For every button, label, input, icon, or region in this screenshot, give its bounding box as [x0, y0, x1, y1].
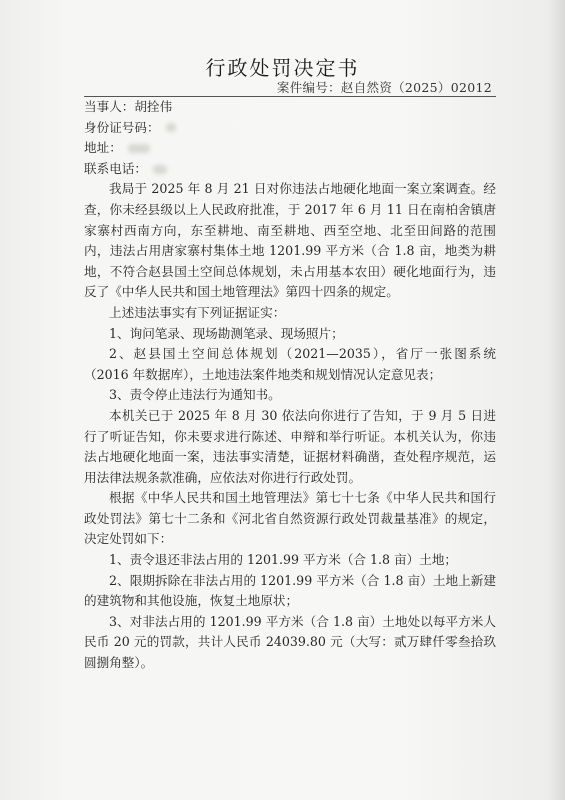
redacted-id	[166, 123, 176, 132]
party-label: 当事人：胡拴伟	[84, 99, 173, 114]
id-row	[84, 118, 496, 139]
phone-row	[84, 159, 496, 180]
id-label: 身份证号码：	[84, 119, 160, 135]
redacted-address	[128, 144, 150, 153]
address-label: 地址：	[84, 140, 122, 156]
redacted-phone	[153, 165, 167, 174]
party-row	[84, 97, 496, 118]
penalty-item-3: 3、对非法占用的 1201.99 平方米（合 1.8 亩）土地处以每平方米人民币 20 元的罚款，共计人民币 24039.80 元（大写：贰万肆仟零叁拾玖圆捌角整）。	[84, 613, 496, 671]
page-edge-shadow	[547, 0, 565, 800]
penalty-item-1: 1、责令退还非法占用的 1201.99 平方米（合 1.8 亩）土地；	[109, 552, 458, 568]
address-row	[84, 138, 496, 159]
penalty-item-2: 2、限期拆除在非法占用的 1201.99 平方米（合 1.8 亩）土地上新建的建筑物和其他设施，恢复土地原状；	[84, 572, 496, 609]
phone-label: 联系电话：	[84, 160, 147, 176]
document-body	[84, 97, 496, 674]
document-title: 行政处罚决定书	[205, 56, 360, 80]
case-number: 案件编号：赵自然资（2025）02012	[276, 80, 492, 95]
evidence-item-2: 2、赵县国土空间总体规划（2021—2035），省厅一张图系统（2016 年数据库），土地违法案件地类和规划情况认定意见表；	[84, 346, 496, 382]
paragraph-notice: 本机关已于 2025 年 8 月 30 依法向你进行了告知，于 9 月 5 日进行了听证告知，你未要求进行陈述、申辩和举行听证。本机关认为，你违法占地硬化地面一案，违法事实清楚，证据材料确凿，查处程序规范，运用法律法规条款准确，应依法对你进行行政处罚。	[84, 407, 496, 485]
paragraph-evidence-intro: 上述违法事实有下列证据证实：	[109, 304, 286, 320]
evidence-item-1: 1、询问笔录、现场勘测笔录、现场照片；	[109, 325, 344, 341]
evidence-item-3: 3、责令停止违法行为通知书。	[109, 387, 281, 403]
paragraph-facts: 我局于 2025 年 8 月 21 日对你违法占地硬化地面一案立案调查。经查，你未经县级以上人民政府批准，于 2017 年 6 月 11 日在南柏舍镇唐家寨村西南方向，东至耕地、南至耕地、西至空地、北至田间路的范围内，违法占用唐家寨村集体土地 1201.99 平方米（合 1.8 亩，地类为耕地，不符合赵县国土空间总体规划，未占用基本农田）硬化地面行为，违反了《中华人民共和国土地管理法》第四十四条的规定。	[84, 181, 496, 300]
paragraph-legal-basis: 根据《中华人民共和国土地管理法》第七十七条《中华人民共和国行政处罚法》第七十二条和《河北省自然资源行政处罚裁量基准》的规定，决定处罚如下：	[84, 490, 496, 547]
